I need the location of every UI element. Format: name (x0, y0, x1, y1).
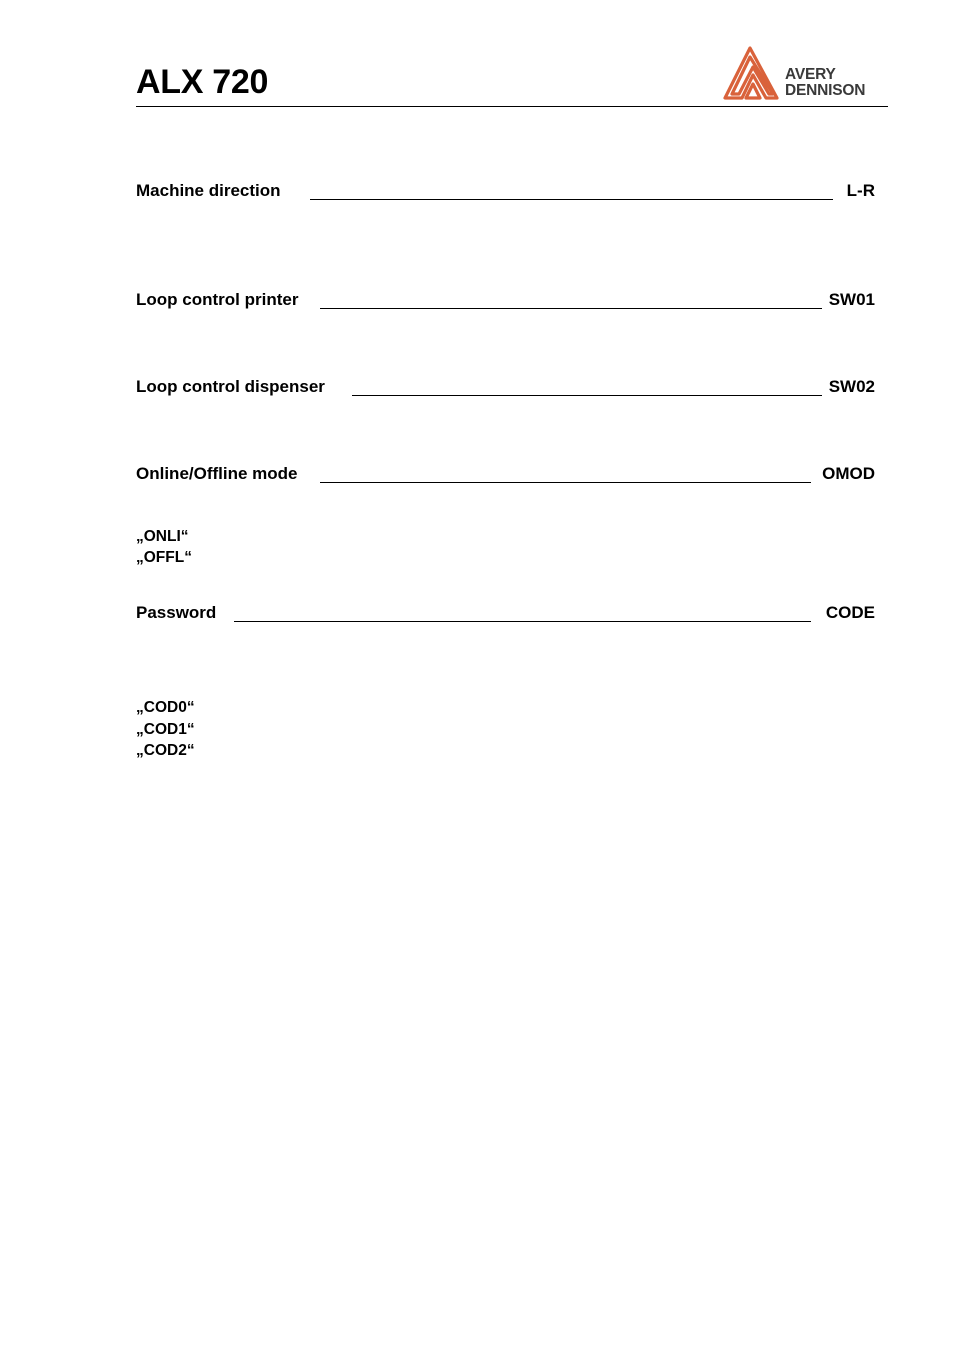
param-machine-direction (136, 180, 875, 202)
leader-line (234, 621, 811, 622)
param-code: OMOD (822, 464, 875, 483)
leader-line (352, 395, 822, 396)
param-label: Password (136, 603, 217, 622)
option-cod0: „COD0“ (136, 699, 195, 716)
avery-dennison-mark-icon (722, 45, 780, 101)
option-cod2: „COD2“ (136, 742, 195, 759)
param-code: SW02 (828, 377, 875, 396)
param-label: Loop control dispenser (136, 377, 325, 396)
param-code: CODE (825, 603, 875, 622)
param-label: Machine direction (136, 181, 281, 200)
logo-text-avery: AVERY (785, 66, 836, 83)
document-title: ALX 720 (136, 63, 269, 101)
leader-line (310, 199, 833, 200)
param-loop-control-printer (136, 289, 875, 311)
option-cod1: „COD1“ (136, 721, 195, 738)
leader-line (320, 308, 822, 309)
header-divider (136, 106, 888, 107)
param-label: Loop control printer (136, 290, 299, 309)
option-onli: „ONLI“ (136, 528, 189, 545)
param-code: SW01 (828, 290, 875, 309)
avery-dennison-logo (722, 45, 888, 101)
param-label: Online/Offline mode (136, 464, 298, 483)
logo-text-dennison: DENNISON (785, 82, 866, 99)
param-loop-control-dispenser (136, 376, 875, 398)
param-password (136, 602, 875, 624)
option-offl: „OFFL“ (136, 549, 192, 566)
leader-line (320, 482, 811, 483)
param-code: L-R (846, 181, 875, 200)
param-online-offline-mode (136, 463, 875, 485)
